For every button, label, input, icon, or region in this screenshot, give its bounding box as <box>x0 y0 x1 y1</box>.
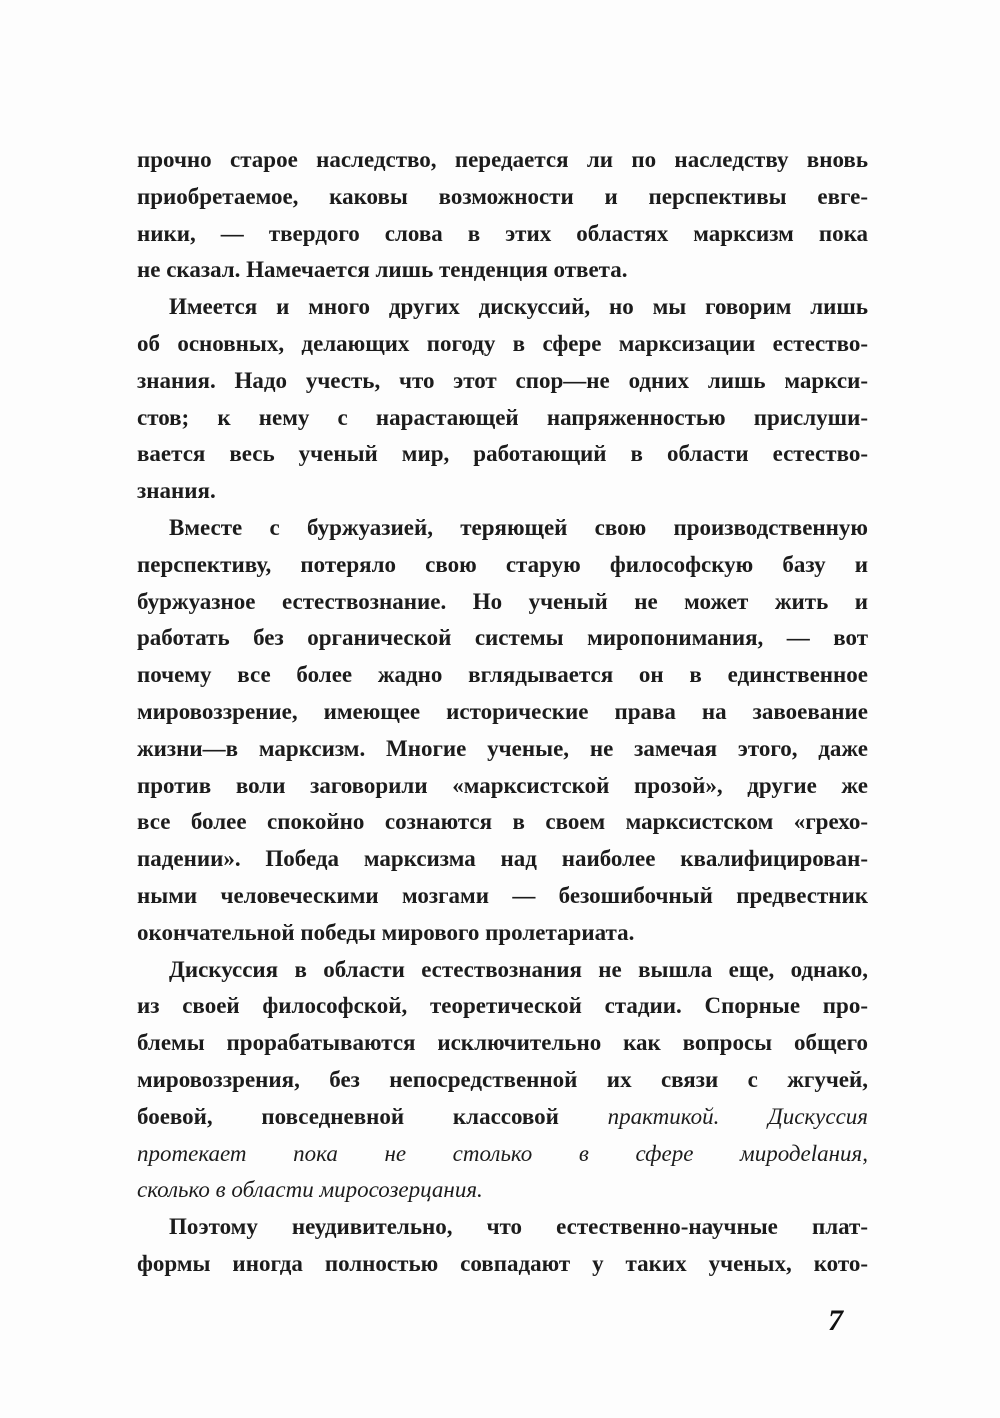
text-line <box>137 142 868 179</box>
text-segment: не сказал. Намечается лишь тенденция ответа. <box>137 257 628 283</box>
text-segment: вается весь ученый мир, работающий в области естество- <box>137 441 868 467</box>
text-segment: Вместе с буржуазией, теряющей свою производственную <box>169 514 868 540</box>
text-line <box>137 1136 868 1173</box>
text-segment: работать без органической системы миропонимания, — вот <box>137 625 868 651</box>
text-line <box>137 878 868 915</box>
text-line <box>137 952 868 989</box>
text-line <box>137 915 868 952</box>
text-line <box>137 584 868 621</box>
text-segment: мировоззрения, без непосредственной их связи с жгучей, <box>137 1066 868 1092</box>
text-segment: прочно старое наследство, передается ли по наследству вновь <box>137 147 868 172</box>
text-segment: из своей философской, теоретической стадии. Спорные про- <box>137 993 868 1019</box>
text-segment: приобретаемое, каковы возможности и перспективы евге- <box>137 183 868 209</box>
italic-text: протекает пока не столько в сфере миродelания, <box>137 1140 868 1166</box>
text-segment: падении». Победа марксизма над наиболее квалифицирован- <box>137 846 868 872</box>
text-segment: почему все более жадно вглядывается он в единственное <box>137 662 868 688</box>
text-segment: ники, — твердого слова в этих областях марксизм пока <box>137 220 868 246</box>
text-segment: жизни—в марксизм. Многие ученые, не замечая этого, даже <box>137 735 868 761</box>
text-line <box>137 841 868 878</box>
text-line <box>137 768 868 805</box>
text-segment: ными человеческими мозгами — безошибочный предвестник <box>137 882 868 908</box>
text-line <box>137 400 868 437</box>
text-segment: буржуазное естествознание. Но ученый не может жить и <box>137 588 868 614</box>
text-segment: против воли заговорили «марксистской прозой», другие же <box>137 772 868 798</box>
text-segment: боевой, повседневной классовой <box>137 1103 608 1129</box>
text-line <box>137 363 868 400</box>
paragraph <box>137 289 868 510</box>
text-segment: Поэтому неудивительно, что естественно-научные плат- <box>169 1214 868 1240</box>
paragraph <box>137 142 868 289</box>
text-line <box>137 1246 868 1283</box>
text-line <box>137 657 868 694</box>
text-segment: знания. Надо учесть, что этот спор—не одних лишь маркси- <box>137 367 868 393</box>
text-line <box>137 326 868 363</box>
text-line <box>137 1172 868 1209</box>
text-line <box>137 1099 868 1136</box>
text-line <box>137 1209 868 1246</box>
text-line <box>137 436 868 473</box>
text-line <box>137 1025 868 1062</box>
italic-text: практикой. Дискуссия <box>607 1103 868 1129</box>
text-segment: блемы прорабатываются исключительно как вопросы общего <box>137 1030 868 1056</box>
page-number: 7 <box>828 1304 843 1337</box>
text-segment: перспективу, потеряло свою старую философскую базу и <box>137 551 868 577</box>
text-line <box>137 804 868 841</box>
text-line <box>137 694 868 731</box>
text-line <box>137 179 868 216</box>
text-line <box>137 216 868 253</box>
text-line <box>137 252 868 289</box>
text-line <box>137 988 868 1025</box>
body-text <box>137 142 868 1283</box>
paragraph <box>137 1209 868 1283</box>
text-line <box>137 547 868 584</box>
text-line <box>137 510 868 547</box>
text-segment: Дискуссия в области естествознания не вышла еще, однако, <box>169 956 868 982</box>
text-segment: мировоззрение, имеющее исторические права на завоевание <box>137 698 868 724</box>
text-line <box>137 473 868 510</box>
text-segment: Имеется и много других дискуссий, но мы говорим лишь <box>169 294 868 320</box>
text-segment: формы иногда полностью совпадают у таких ученых, кото- <box>137 1250 868 1276</box>
text-segment: окончательной победы мирового пролетариата. <box>137 919 635 945</box>
text-line <box>137 731 868 768</box>
text-segment: знания. <box>137 478 216 504</box>
text-line <box>137 289 868 326</box>
paragraph <box>137 952 868 1210</box>
paragraph <box>137 510 868 952</box>
text-segment: стов; к нему с нарастающей напряженностью прислуши- <box>137 404 868 430</box>
text-segment: все более спокойно сознаются в своем марксистском «грехо- <box>137 809 868 835</box>
italic-text: сколько в области миросозерцания. <box>137 1177 483 1203</box>
text-segment: об основных, делающих погоду в сфере марксизации естество- <box>137 330 868 356</box>
text-line <box>137 1062 868 1099</box>
text-line <box>137 620 868 657</box>
